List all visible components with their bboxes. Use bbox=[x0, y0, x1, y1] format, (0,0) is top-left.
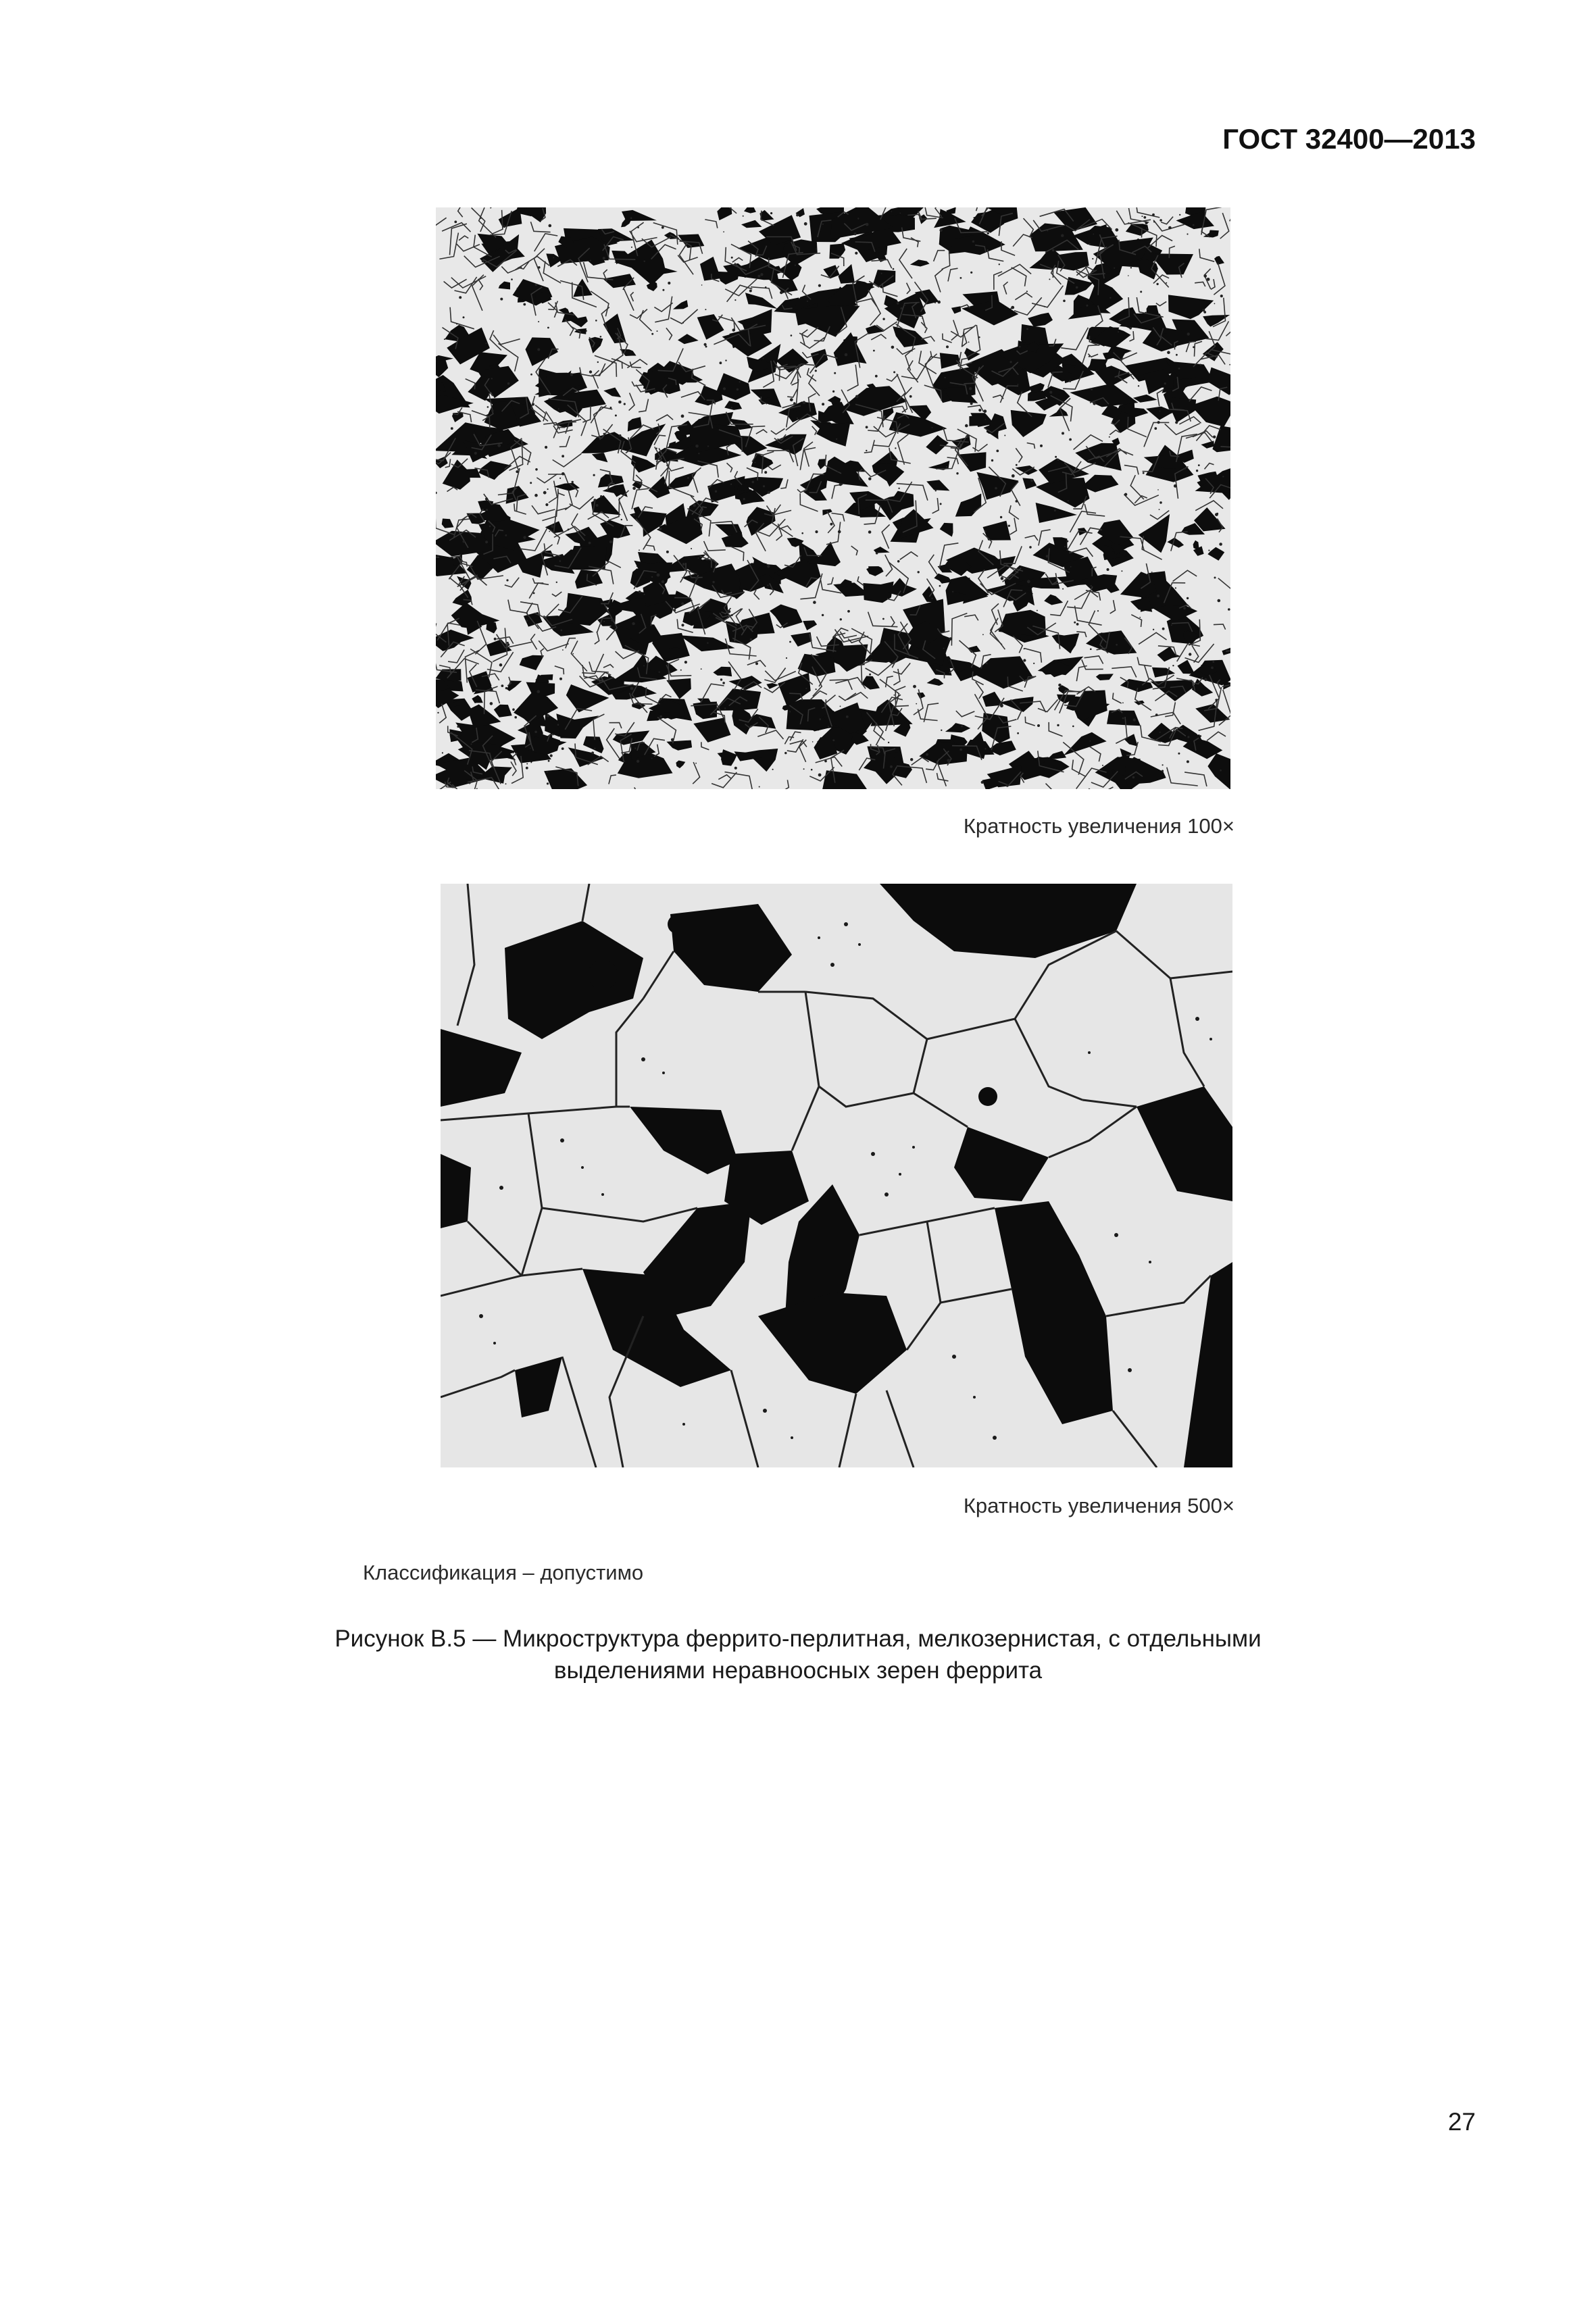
document-standard-code: ГОСТ 32400—2013 bbox=[1222, 123, 1476, 155]
micrograph-500x-image bbox=[441, 884, 1232, 1467]
page-number: 27 bbox=[1447, 2108, 1476, 2136]
figure-caption-line-1: Рисунок В.5 — Микроструктура феррито-перлитная, мелкозернистая, с отдельными bbox=[334, 1626, 1262, 1652]
figure-caption bbox=[0, 1623, 1596, 1686]
magnification-caption-100x: Кратность увеличения 100× bbox=[963, 814, 1235, 838]
micrograph-100x-texture bbox=[436, 207, 1230, 789]
magnification-caption-500x: Кратность увеличения 500× bbox=[963, 1494, 1235, 1517]
micrograph-100x-image bbox=[436, 207, 1230, 789]
classification-text: Классификация – допустимо bbox=[363, 1561, 644, 1584]
micrograph-500x-texture bbox=[441, 884, 1232, 1467]
figure-caption-line-2: выделениями неравноосных зерен феррита bbox=[553, 1657, 1043, 1684]
